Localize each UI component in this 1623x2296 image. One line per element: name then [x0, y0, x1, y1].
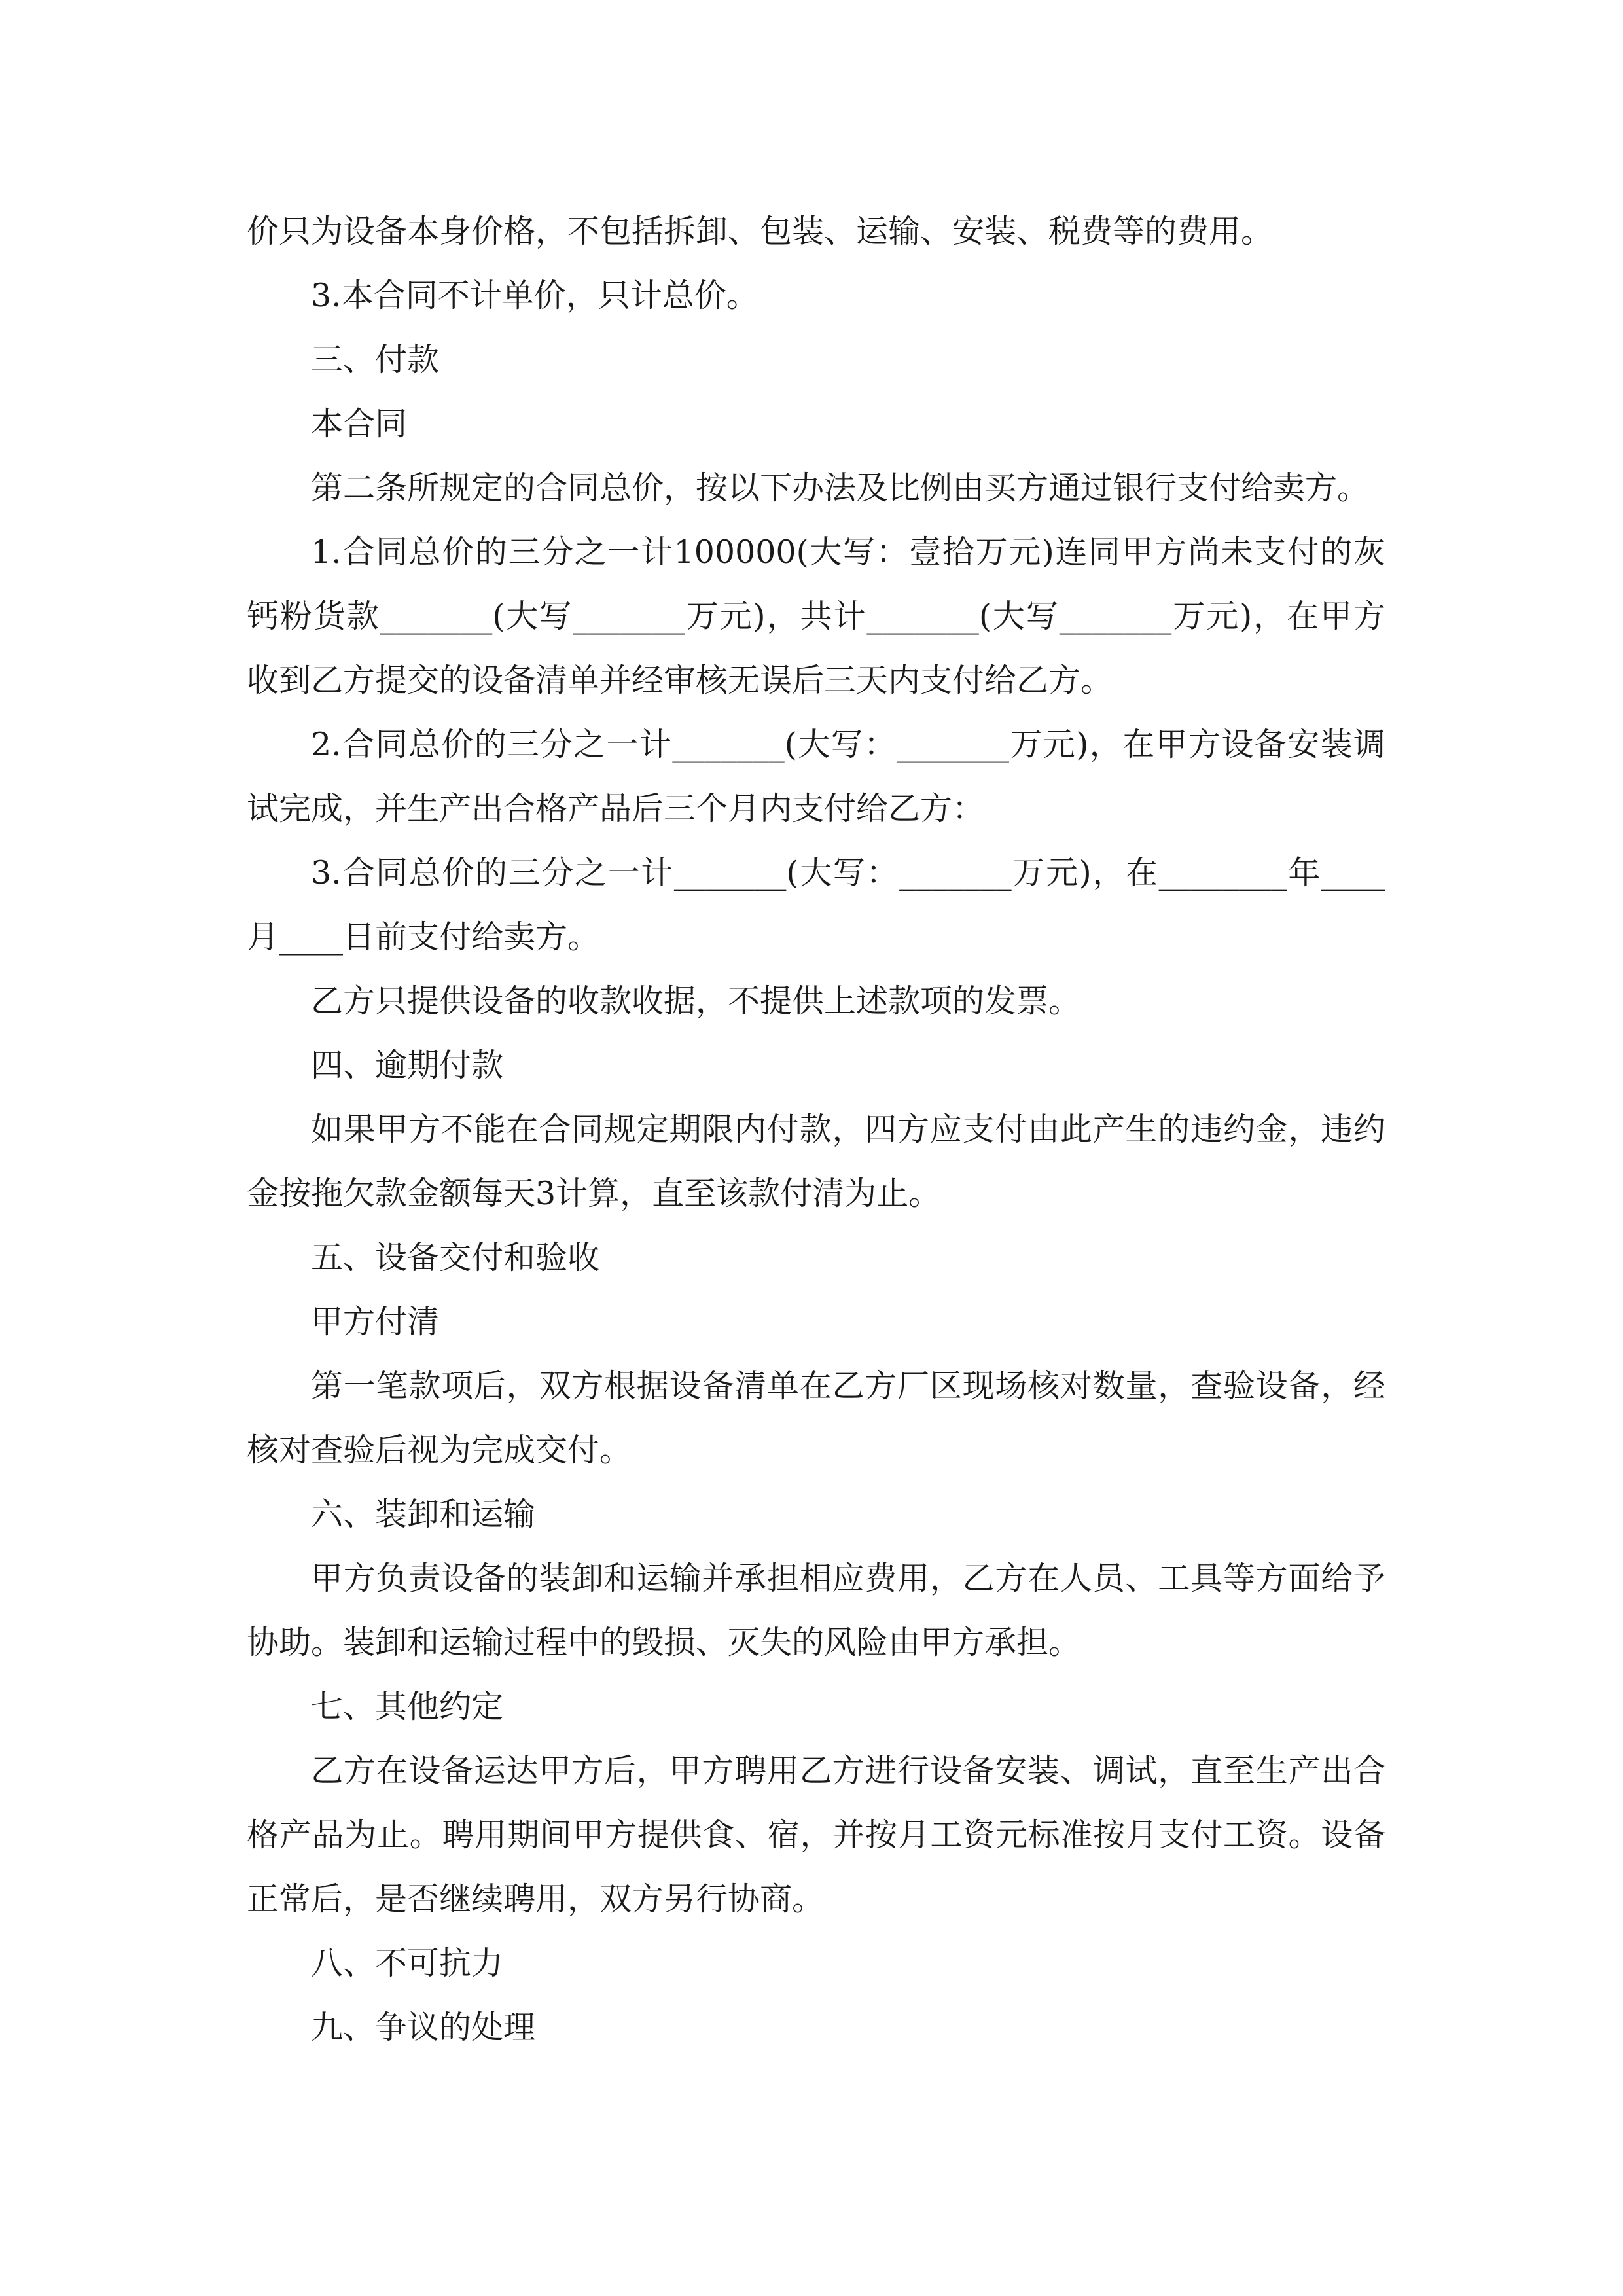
paragraph-other-agreements: 乙方在设备运达甲方后，甲方聘用乙方进行设备安装、调试，直至生产出合格产品为止。聘用期间甲方提供食、宿，并按月工资元标准按月支付工资。设备正常后，是否继续聘用，双方另行协商。 [247, 1752, 1385, 1918]
heading-loading-transport: 六、装卸和运输 [311, 1496, 536, 1533]
heading-force-majeure: 八、不可抗力 [311, 1945, 504, 1982]
paragraph-third-installment: 3.合同总价的三分之一计_______(大写：_______万元)，在________年____月____日前支付给卖方。 [247, 854, 1385, 956]
paragraph-delivery-check: 第一笔款项后，双方根据设备清单在乙方厂区现场核对数量，查验设备，经核对查验后视为完成交付。 [247, 1367, 1385, 1469]
document-body [247, 200, 1385, 2060]
paragraph-overdue-penalty: 如果甲方不能在合同规定期限内付款，四方应支付由此产生的违约金，违约金按拖欠款金额每天3计算，直至该款付清为止。 [247, 1111, 1385, 1212]
heading-other-agreements: 七、其他约定 [311, 1688, 504, 1725]
paragraph-total-price-only: 3.本合同不计单价，只计总价。 [311, 277, 758, 314]
heading-delivery-acceptance: 五、设备交付和验收 [311, 1239, 600, 1276]
heading-dispute-resolution: 九、争议的处理 [311, 2009, 536, 2046]
heading-overdue-payment: 四、逾期付款 [311, 1047, 504, 1084]
heading-payment: 三、付款 [311, 341, 440, 378]
paragraph-price-note: 价只为设备本身价格，不包括拆卸、包装、运输、安装、税费等的费用。 [247, 213, 1274, 250]
paragraph-first-installment: 1.合同总价的三分之一计100000(大写：壹拾万元)连同甲方尚未支付的灰钙粉货款_______(大写_______万元)，共计_______(大写_______万元)，在甲方收到乙方提交的设备清单并经审核无误后三天内支付给乙方。 [247, 533, 1385, 699]
paragraph-party-a-pays: 甲方付清 [311, 1303, 440, 1340]
paragraph-payment-method: 第二条所规定的合同总价，按以下办法及比例由买方通过银行支付给卖方。 [311, 469, 1370, 507]
paragraph-receipt-note: 乙方只提供设备的收款收据，不提供上述款项的发票。 [311, 982, 1081, 1020]
paragraph-this-contract: 本合同 [311, 405, 408, 442]
paragraph-loading-transport: 甲方负责设备的装卸和运输并承担相应费用，乙方在人员、工具等方面给予协助。装卸和运输过程中的毁损、灭失的风险由甲方承担。 [247, 1560, 1385, 1661]
paragraph-second-installment: 2.合同总价的三分之一计_______(大写：_______万元)，在甲方设备安装调试完成，并生产出合格产品后三个月内支付给乙方： [247, 726, 1385, 827]
